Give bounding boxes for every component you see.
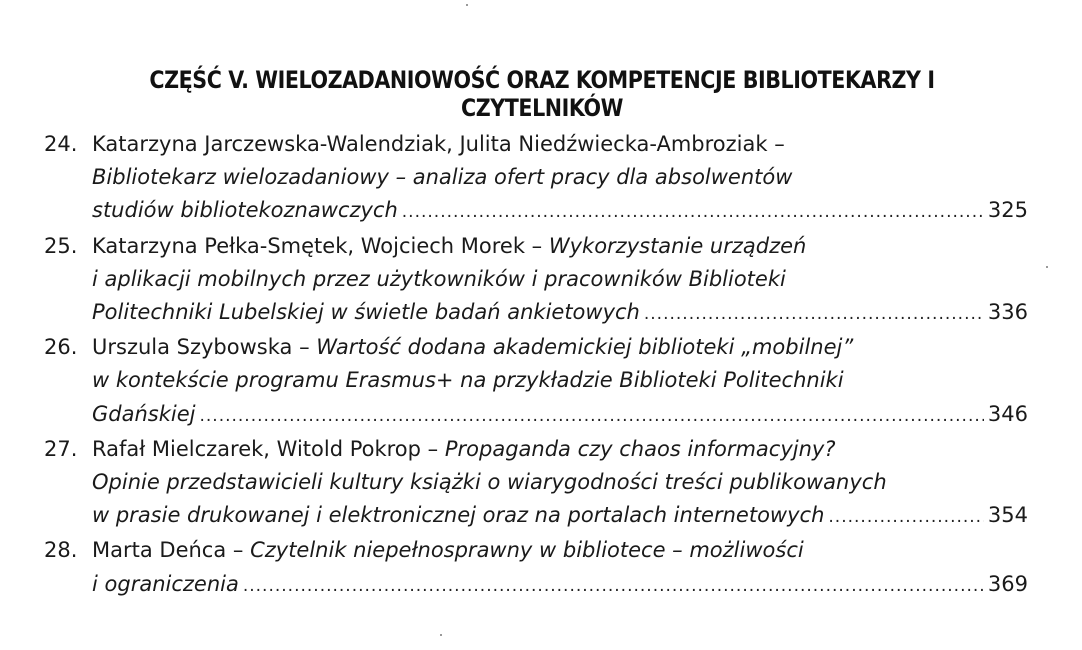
entry-title-end: i ograniczenia	[92, 571, 239, 596]
scan-speck	[440, 634, 442, 636]
dot-leader	[402, 196, 984, 229]
entry-title-start: Czytelnik niepełnosprawny w bibliotece – możliwości	[250, 538, 804, 563]
entry-title-start: Wartość dodana akademickiej biblioteki „mobilnej”	[316, 335, 854, 360]
table-of-contents	[44, 128, 1028, 603]
entry-number: 26.	[44, 335, 78, 360]
page-number: 325	[987, 198, 1028, 223]
toc-entry-28[interactable]	[44, 534, 1028, 602]
page-number: 346	[987, 401, 1028, 426]
entry-title-end: Gdańskiej	[92, 401, 196, 426]
entry-authors: Katarzyna Jarczewska-Walendziak, Julita Niedźwiecka-Ambroziak –	[92, 132, 785, 156]
dot-leader	[644, 298, 984, 331]
scan-speck	[1046, 266, 1048, 268]
dot-leader	[243, 570, 984, 603]
entry-number: 28.	[44, 538, 78, 563]
toc-entry-25[interactable]	[44, 230, 1028, 332]
entry-authors: Marta Deńca –	[92, 538, 251, 563]
dot-leader	[199, 400, 983, 433]
dot-leader	[828, 501, 984, 534]
entry-title-start: Wykorzystanie urządzeń	[548, 233, 807, 258]
scan-speck	[466, 4, 468, 6]
entry-number: 25.	[44, 233, 78, 258]
entry-title-line: i aplikacji mobilnych przez użytkowników i pracowników Biblioteki	[92, 266, 786, 291]
page-number: 354	[987, 503, 1028, 528]
entry-title-start: Propaganda czy chaos informacyjny?	[444, 436, 836, 461]
toc-entry-27[interactable]	[44, 433, 1028, 535]
page-number: 369	[987, 571, 1028, 596]
entry-authors: Rafał Mielczarek, Witold Pokrop –	[92, 436, 445, 461]
toc-entry-24[interactable]	[44, 128, 1028, 230]
page-number: 336	[987, 300, 1028, 325]
entry-authors: Katarzyna Pełka-Smętek, Wojciech Morek –	[92, 233, 549, 258]
entry-title-line: Bibliotekarz wielozadaniowy – analiza ofert pracy dla absolwentów	[92, 165, 793, 190]
entry-title-line: w kontekście programu Erasmus+ na przykładzie Biblioteki Politechniki	[92, 368, 844, 393]
section-title: CZĘŚĆ V. WIELOZADANIOWOŚĆ ORAZ KOMPETENCJE BIBLIOTEKARZY I CZYTELNIKÓW	[149, 66, 935, 122]
entry-number: 24.	[44, 132, 78, 156]
entry-number: 27.	[44, 436, 78, 461]
entry-authors: Urszula Szybowska –	[92, 335, 317, 360]
entry-title-line: Opinie przedstawicieli kultury książki o wiarygodności treści publikowanych	[92, 470, 887, 495]
toc-entry-26[interactable]	[44, 331, 1028, 433]
entry-title-end: Politechniki Lubelskiej w świetle badań ankietowych	[92, 300, 640, 325]
entry-title-end: studiów bibliotekoznawczych	[92, 198, 398, 223]
entry-title-end: w prasie drukowanej i elektronicznej oraz na portalach internetowych	[92, 503, 825, 528]
